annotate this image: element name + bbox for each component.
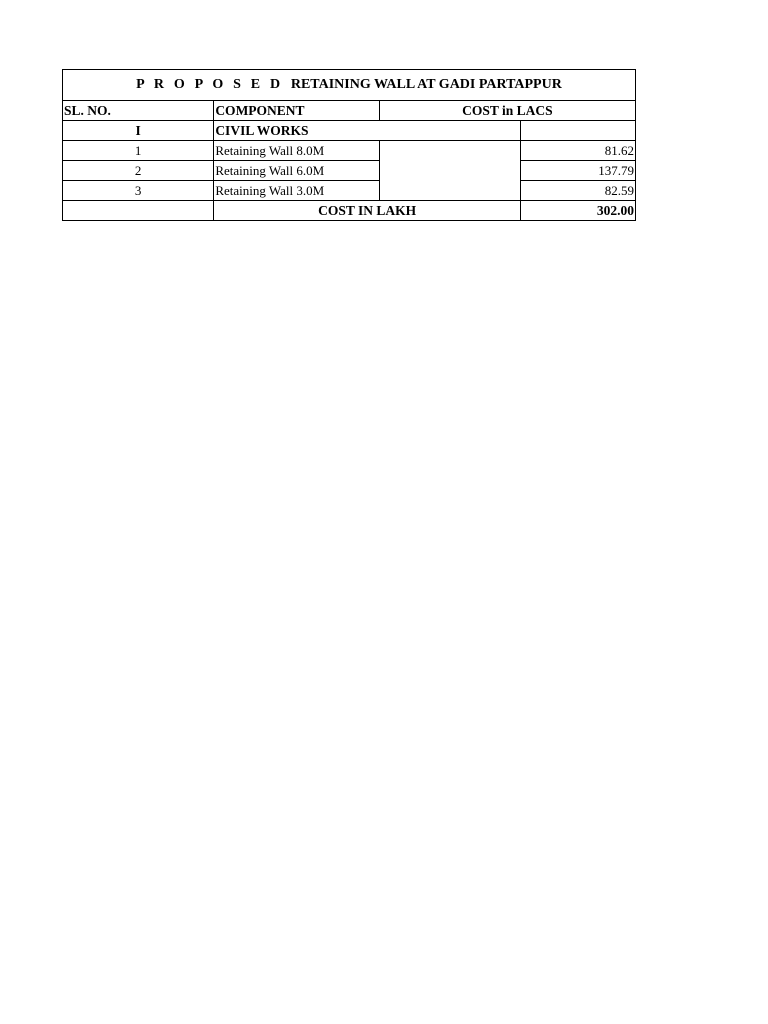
row-component: Retaining Wall 8.0M [214, 141, 379, 161]
title-text: RETAINING WALL AT GADI PARTAPPUR [290, 77, 562, 92]
row-cost: 81.62 [520, 141, 635, 161]
table-row [63, 141, 636, 161]
row-sl-no: 2 [63, 161, 214, 181]
spreadsheet-sheet [62, 69, 636, 221]
table-row [63, 181, 636, 201]
section-row [63, 121, 636, 141]
cost-table [62, 69, 636, 221]
total-label: COST IN LAKH [214, 201, 521, 221]
total-blank-cell [63, 201, 214, 221]
table-title [63, 70, 636, 101]
row-component: Retaining Wall 3.0M [214, 181, 379, 201]
merged-blank-cell [379, 141, 520, 201]
header-component: COMPONENT [214, 101, 379, 121]
row-cost: 137.79 [520, 161, 635, 181]
row-component: Retaining Wall 6.0M [214, 161, 379, 181]
section-cost-cell [520, 121, 635, 141]
header-cost: COST in LACS [379, 101, 635, 121]
row-sl-no: 3 [63, 181, 214, 201]
header-row [63, 101, 636, 121]
total-value: 302.00 [520, 201, 635, 221]
title-row [63, 70, 636, 101]
header-sl-no: SL. NO. [63, 101, 214, 121]
section-label: CIVIL WORKS [214, 121, 521, 141]
table-row [63, 161, 636, 181]
total-row [63, 201, 636, 221]
section-number: I [63, 121, 214, 141]
row-sl-no: 1 [63, 141, 214, 161]
title-spaced-text: P R O P O S E D [136, 77, 284, 92]
row-cost: 82.59 [520, 181, 635, 201]
